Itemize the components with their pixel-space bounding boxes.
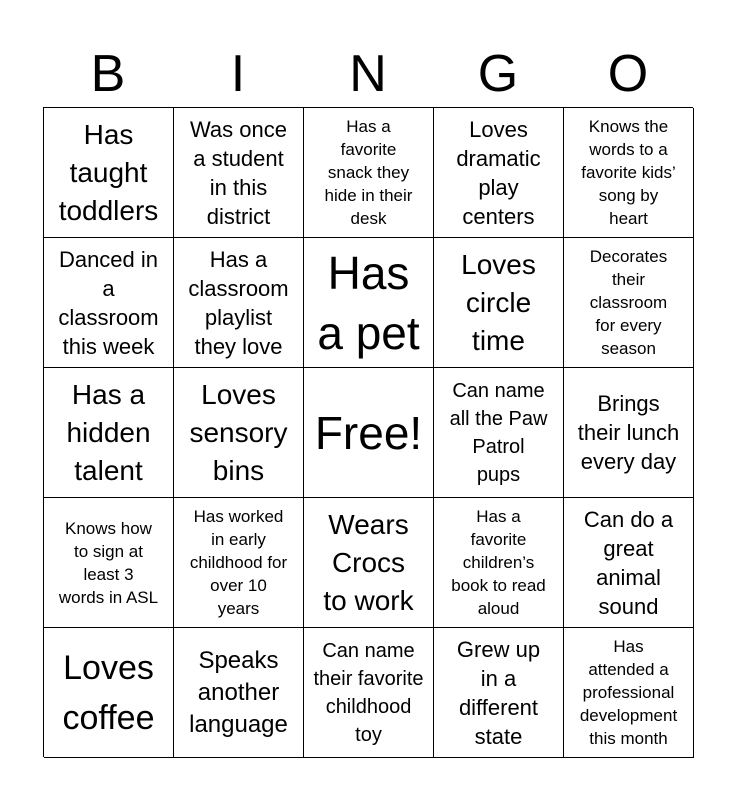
bingo-cell[interactable]: [564, 498, 694, 628]
bingo-cell[interactable]: [44, 368, 174, 498]
cell-text: Speaks another language: [189, 646, 288, 738]
cell-text: Has a favorite children’s book to read aloud: [451, 507, 546, 618]
cell-text: Was once a student in this district: [189, 116, 287, 229]
bingo-cell[interactable]: [434, 238, 564, 368]
bingo-cell[interactable]: [304, 498, 434, 628]
cell-text: Loves coffee: [62, 648, 155, 737]
bingo-cell[interactable]: [304, 108, 434, 238]
bingo-cell[interactable]: [304, 238, 434, 368]
cell-text: Has attended a professional development this month: [579, 637, 678, 748]
bingo-cell[interactable]: [304, 628, 434, 758]
cell-text: Decorates their classroom for every season: [589, 247, 668, 358]
cell-text: Can name their favorite childhood toy: [313, 639, 424, 746]
bingo-cell[interactable]: [44, 498, 174, 628]
header-letter-n: N: [349, 45, 387, 103]
bingo-header: [43, 40, 693, 108]
bingo-card-grid: [43, 107, 693, 757]
cell-text: Wears Crocs to work: [323, 508, 414, 616]
cell-text: Can do a great animal sound: [583, 506, 674, 619]
cell-text: Has taught toddlers: [58, 118, 159, 226]
bingo-cell[interactable]: [564, 108, 694, 238]
header-letter-g: G: [477, 45, 519, 103]
bingo-cell[interactable]: [174, 498, 304, 628]
header-letter-b: B: [90, 45, 126, 103]
bingo-cell[interactable]: [44, 628, 174, 758]
cell-text: Brings their lunch every day: [577, 391, 680, 474]
cell-text: Has worked in early childhood for over 10 years: [189, 507, 288, 618]
cell-text: Knows how to sign at least 3 words in ASL: [58, 518, 159, 607]
free-space-cell[interactable]: [304, 368, 434, 498]
cell-text: Loves dramatic play centers: [456, 116, 541, 229]
cell-text: Has a classroom playlist they love: [188, 246, 289, 359]
bingo-cell[interactable]: [174, 238, 304, 368]
bingo-cell[interactable]: [44, 238, 174, 368]
bingo-cell[interactable]: [564, 628, 694, 758]
cell-text: Can name all the Paw Patrol pups: [449, 379, 548, 486]
cell-text: Has a favorite snack they hide in their desk: [324, 117, 413, 228]
cell-text: Danced in a classroom this week: [58, 246, 159, 359]
cell-text: Grew up in a different state: [456, 636, 541, 749]
header-letter-i: I: [230, 45, 246, 103]
cell-text: Loves sensory bins: [189, 378, 288, 486]
bingo-cell[interactable]: [434, 368, 564, 498]
cell-text: Has a hidden talent: [66, 378, 151, 486]
cell-text: Loves circle time: [461, 248, 536, 356]
bingo-cell[interactable]: [174, 108, 304, 238]
bingo-cell[interactable]: [434, 628, 564, 758]
bingo-cell[interactable]: [434, 498, 564, 628]
bingo-cell[interactable]: [174, 628, 304, 758]
free-space-text: Free!: [314, 406, 423, 459]
header-letter-o: O: [607, 45, 649, 103]
cell-text: Knows the words to a favorite kids’ song by heart: [581, 117, 676, 228]
bingo-cell[interactable]: [434, 108, 564, 238]
bingo-cell[interactable]: [44, 108, 174, 238]
bingo-cell[interactable]: [564, 368, 694, 498]
bingo-cell[interactable]: [174, 368, 304, 498]
cell-text: Has a pet: [317, 246, 420, 359]
bingo-cell[interactable]: [564, 238, 694, 368]
